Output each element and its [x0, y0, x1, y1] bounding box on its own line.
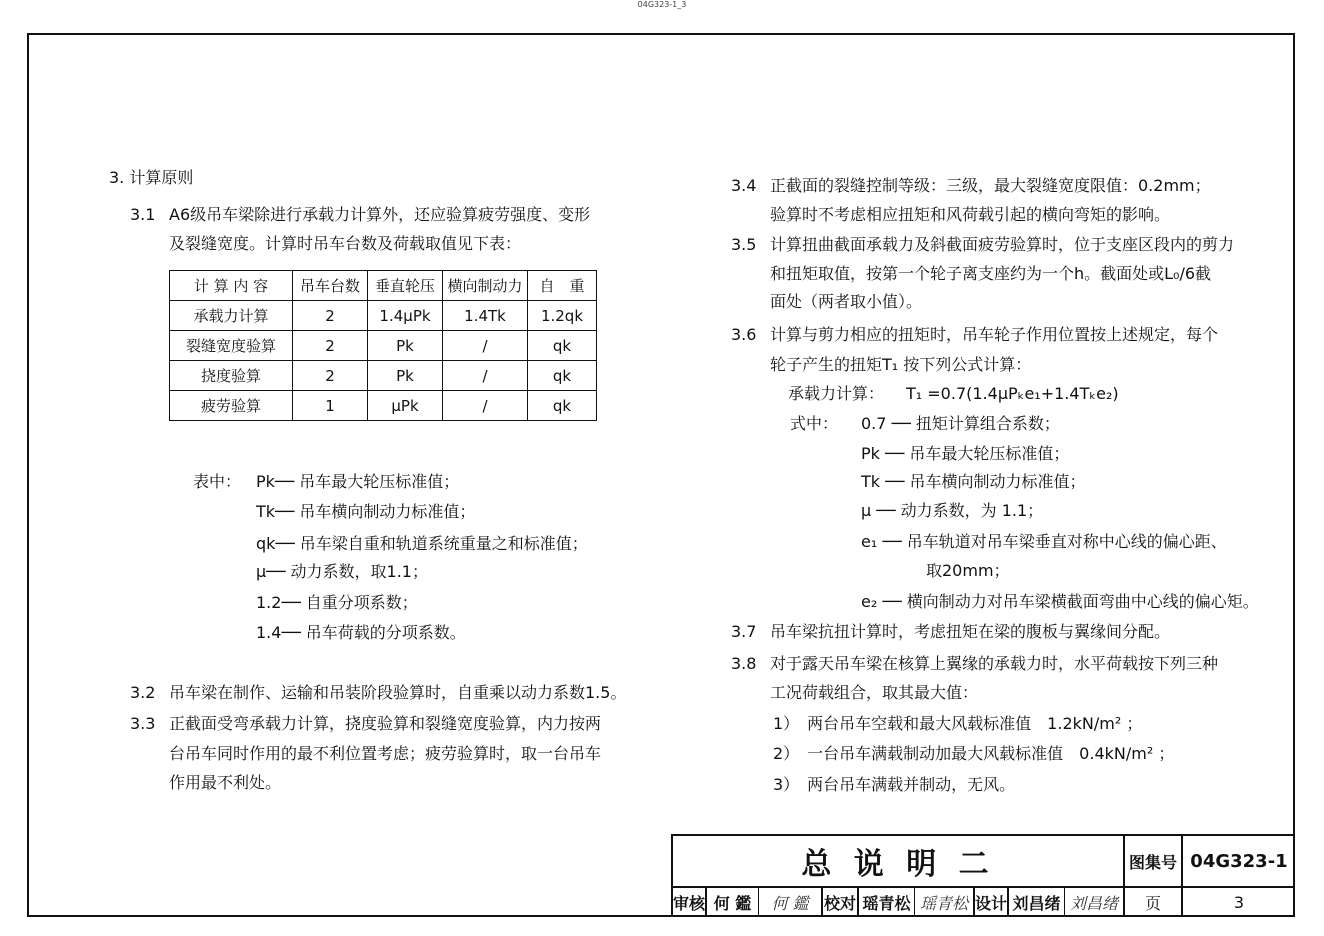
- table-cell: 承载力计算: [170, 301, 293, 331]
- table-cell: 2: [293, 361, 368, 391]
- checker-name: 瑶青松: [859, 888, 915, 917]
- p38-line2: 工况荷载组合，取其最大值：: [770, 683, 979, 702]
- table-cell: 2: [293, 301, 368, 331]
- table-header: 吊车台数: [293, 271, 368, 301]
- reviewer-name: 何 鑑: [707, 888, 759, 917]
- table-cell: 1.2qk: [528, 301, 597, 331]
- designer-name: 刘昌绪: [1009, 888, 1065, 917]
- term-item: 取20mm；: [926, 561, 1010, 580]
- torque-formula: T₁ =0.7(1.4μPₖe₁+1.4Tₖe₂): [906, 384, 1119, 403]
- p34-line2: 验算时不考虑相应扭矩和风荷载引起的横向弯矩的影响。: [770, 205, 1171, 224]
- formula-label: 承载力计算：: [788, 384, 885, 403]
- table-cell: Pk: [368, 331, 443, 361]
- table-header: 自 重: [528, 271, 597, 301]
- table-header: 横向制动力: [443, 271, 528, 301]
- table-row: [170, 331, 597, 361]
- page-number: 3: [1233, 893, 1245, 912]
- design-label: 设计: [975, 888, 1009, 917]
- drawing-title: 总 说 明 二: [673, 836, 1125, 888]
- note-item: 1.2── 自重分项系数；: [256, 593, 418, 612]
- term-item: e₂ ── 横向制动力对吊车梁横截面弯曲中心线的偏心矩。: [861, 592, 1259, 611]
- p35-num: 3.5: [731, 235, 757, 254]
- table-row: [170, 301, 597, 331]
- table-cell: 1.4μPk: [368, 301, 443, 331]
- p38-line1: 对于露天吊车梁在核算上翼缘的承载力时，水平荷载按下列三种: [770, 654, 1219, 673]
- note-item: Tk── 吊车横向制动力标准值；: [256, 502, 476, 521]
- p35-line1: 计算扭曲截面承载力及斜截面疲劳验算时，位于支座区段内的剪力: [770, 235, 1235, 254]
- p34-num: 3.4: [731, 176, 757, 195]
- review-label: 审核: [673, 888, 707, 917]
- table-cell: 1.4Tk: [443, 301, 528, 331]
- designer-signature: 刘昌绪: [1065, 888, 1125, 917]
- checker-signature: 瑶青松: [915, 888, 975, 917]
- p36-num: 3.6: [731, 325, 757, 344]
- table-cell: qk: [528, 391, 597, 421]
- where-label: 式中：: [790, 414, 839, 433]
- p36-line1: 计算与剪力相应的扭矩时，吊车轮子作用位置按上述规定，每个: [770, 325, 1219, 344]
- p31-line2: 及裂缝宽度。计算时吊车台数及荷载取值见下表：: [169, 234, 522, 253]
- p33-line1: 正截面受弯承载力计算，挠度验算和裂缝宽度验算，内力按两: [169, 714, 602, 733]
- table-cell: qk: [528, 361, 597, 391]
- case-item: 1） 两台吊车空载和最大风载标准值 1.2kN/m² ；: [773, 714, 1143, 733]
- table-header: 垂直轮压: [368, 271, 443, 301]
- term-item: Tk ── 吊车横向制动力标准值；: [861, 472, 1086, 491]
- term-item: 0.7 ── 扭矩计算组合系数；: [861, 414, 1060, 433]
- p32-num: 3.2: [130, 683, 156, 702]
- table-row: [170, 361, 597, 391]
- p37-text: 吊车梁抗扭计算时，考虑扭矩在梁的腹板与翼缘间分配。: [770, 622, 1171, 641]
- table-cell: 1: [293, 391, 368, 421]
- load-table: [169, 270, 597, 421]
- note-item: 1.4── 吊车荷载的分项系数。: [256, 623, 466, 642]
- table-cell: /: [443, 361, 528, 391]
- check-label: 校对: [823, 888, 859, 917]
- p36-line2: 轮子产生的扭矩T₁ 按下列公式计算：: [770, 355, 1032, 374]
- table-cell: /: [443, 331, 528, 361]
- p33-line2: 台吊车同时作用的最不利位置考虑；疲劳验算时，取一台吊车: [169, 744, 602, 763]
- p35-line3: 面处（两者取小值）。: [770, 292, 923, 311]
- p35-line2: 和扭矩取值，按第一个轮子离支座约为一个h。截面处或L₀/6截: [770, 264, 1212, 283]
- case-item: 2） 一台吊车满载制动加最大风载标准值 0.4kN/m² ；: [773, 744, 1175, 763]
- table-header: 计 算 内 容: [170, 271, 293, 301]
- atlas-label: 图集号: [1125, 836, 1183, 888]
- p37-num: 3.7: [731, 622, 757, 641]
- p31-line1: A6级吊车梁除进行承载力计算外，还应验算疲劳强度、变形: [169, 205, 591, 224]
- p33-line3: 作用最不利处。: [169, 773, 282, 792]
- atlas-number: 04G323-1: [1183, 836, 1295, 888]
- title-block: [671, 834, 1295, 917]
- table-row: [170, 391, 597, 421]
- table-cell: /: [443, 391, 528, 421]
- term-item: e₁ ── 吊车轨道对吊车梁垂直对称中心线的偏心距、: [861, 532, 1227, 551]
- note-item: μ── 动力系数，取1.1；: [256, 562, 428, 581]
- table-cell: 疲劳验算: [170, 391, 293, 421]
- p32-text: 吊车梁在制作、运输和吊装阶段验算时，自重乘以动力系数1.5。: [169, 683, 627, 702]
- notes-label: 表中：: [193, 472, 242, 491]
- table-cell: Pk: [368, 361, 443, 391]
- table-cell: qk: [528, 331, 597, 361]
- table-cell: 挠度验算: [170, 361, 293, 391]
- reviewer-signature: 何 鑑: [759, 888, 823, 917]
- p34-line1: 正截面的裂缝控制等级：三级，最大裂缝宽度限值：0.2mm；: [770, 176, 1211, 195]
- table-header-row: [170, 271, 597, 301]
- section-heading: 3. 计算原则: [109, 168, 194, 187]
- page-label: 页: [1125, 888, 1183, 917]
- p33-num: 3.3: [130, 714, 156, 733]
- term-item: μ ── 动力系数，为 1.1；: [861, 501, 1044, 520]
- table-cell: 裂缝宽度验算: [170, 331, 293, 361]
- note-item: qk── 吊车梁自重和轨道系统重量之和标准值；: [256, 534, 588, 553]
- p31-num: 3.1: [130, 205, 156, 224]
- table-cell: μPk: [368, 391, 443, 421]
- note-item: Pk── 吊车最大轮压标准值；: [256, 472, 460, 491]
- p38-num: 3.8: [731, 654, 757, 673]
- table-cell: 2: [293, 331, 368, 361]
- drawing-code-header: 04G323-1_3: [637, 0, 687, 9]
- case-item: 3） 两台吊车满载并制动，无风。: [773, 775, 1016, 794]
- term-item: Pk ── 吊车最大轮压标准值；: [861, 444, 1070, 463]
